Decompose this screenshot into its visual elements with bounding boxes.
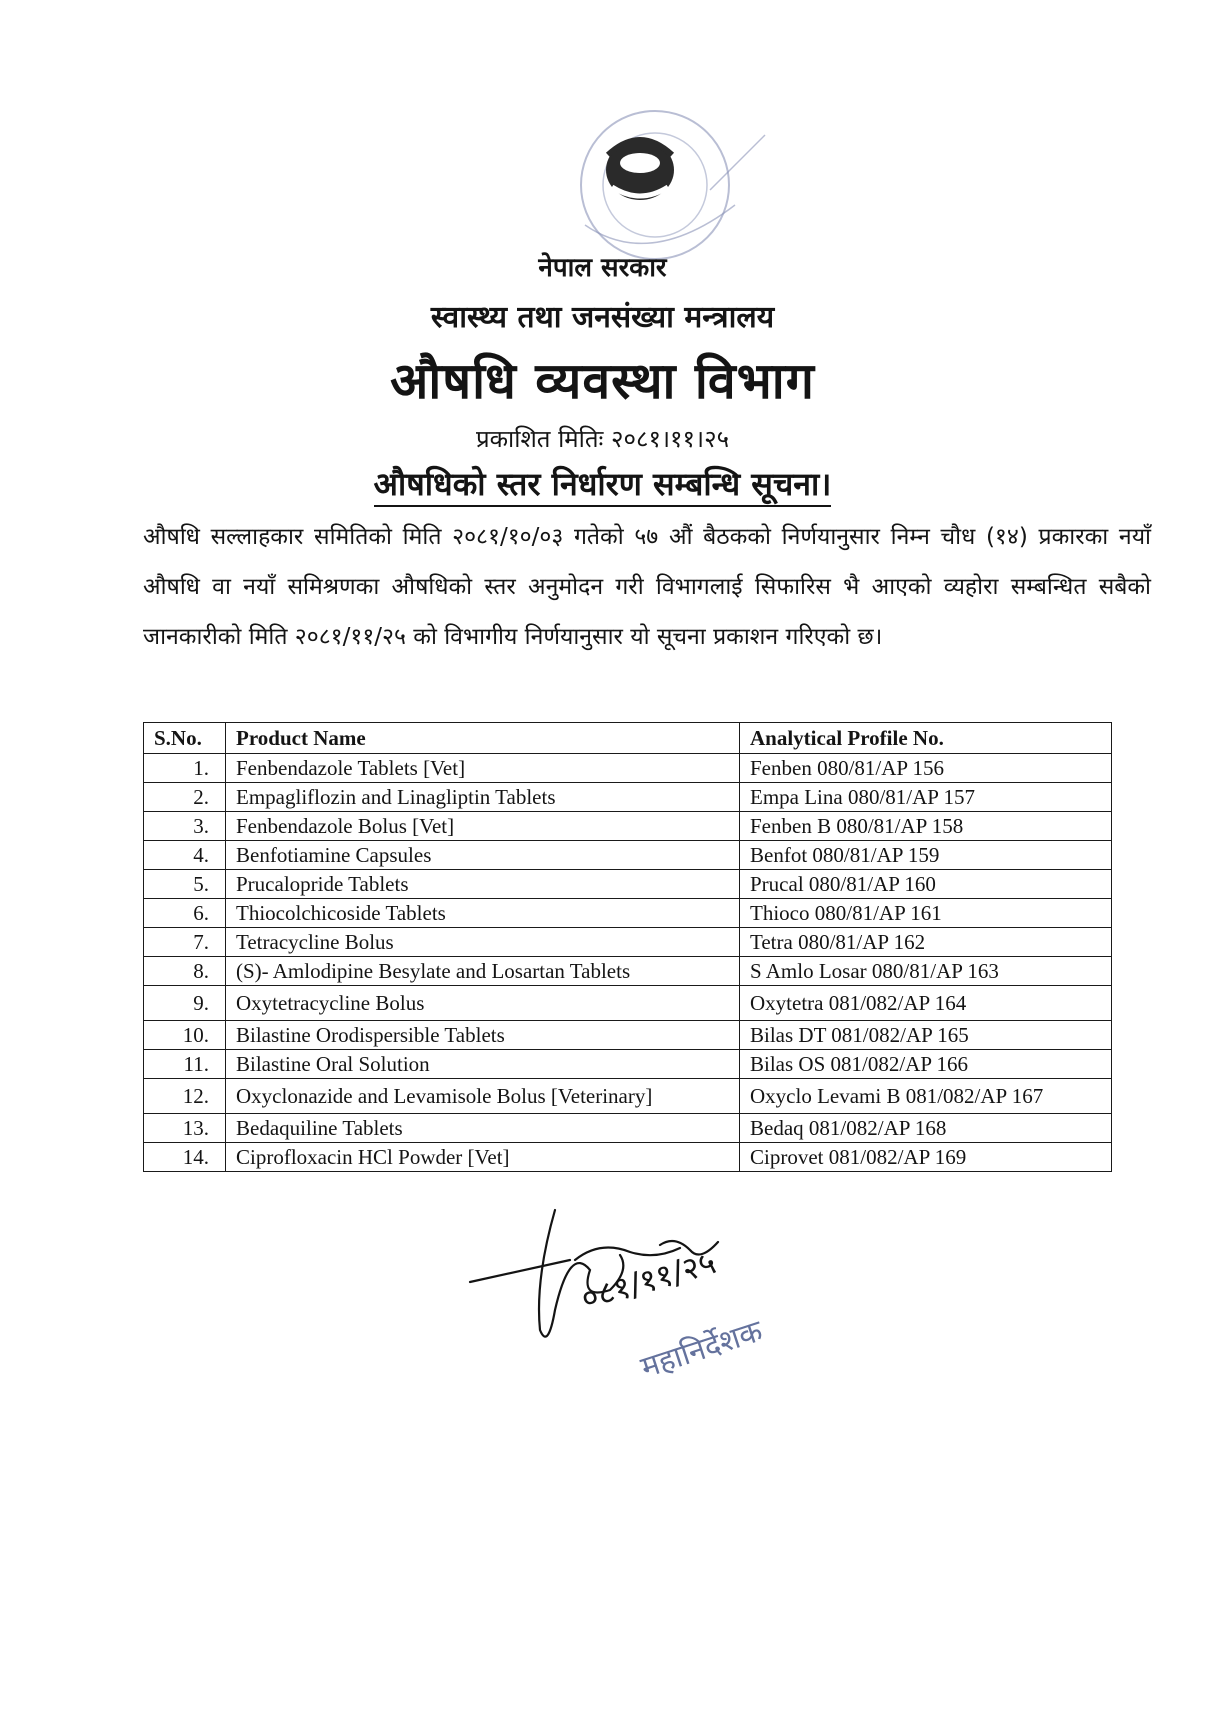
table-header-row <box>144 723 1112 754</box>
cell-product: Benfotiamine Capsules <box>226 841 740 870</box>
table-row <box>144 754 1112 783</box>
cell-sno: 13. <box>144 1114 226 1143</box>
department-name: औषधि व्यवस्था विभाग <box>390 352 815 410</box>
government-name: नेपाल सरकार <box>538 253 667 283</box>
cell-product: Prucalopride Tablets <box>226 870 740 899</box>
table-row <box>144 783 1112 812</box>
cell-sno: 9. <box>144 986 226 1021</box>
signature-block <box>460 1200 820 1400</box>
cell-profile: Benfot 080/81/AP 159 <box>740 841 1112 870</box>
cell-sno: 14. <box>144 1143 226 1172</box>
cell-product: Fenbendazole Bolus [Vet] <box>226 812 740 841</box>
table-row <box>144 899 1112 928</box>
cell-profile: Tetra 080/81/AP 162 <box>740 928 1112 957</box>
column-header-product: Product Name <box>226 723 740 754</box>
table-row <box>144 1050 1112 1079</box>
cell-product: Thiocolchicoside Tablets <box>226 899 740 928</box>
cell-profile: Empa Lina 080/81/AP 157 <box>740 783 1112 812</box>
table-row <box>144 1021 1112 1050</box>
cell-sno: 8. <box>144 957 226 986</box>
cell-sno: 4. <box>144 841 226 870</box>
notice-body: औषधि सल्लाहकार समितिको मिति २०८१/१०/०३ गतेको ५७ औं बैठकको निर्णयानुसार निम्न चौध (१४) प्रकारका नयाँ औषधि वा नयाँ समिश्रणका औषधिको स्तर अनुमोदन गरी विभागलाई सिफारिस भै आएको व्यहोरा सम्बन्धित सबैको जानकारीको मिति २०८१/११/२५ को विभागीय निर्णयानुसार यो सूचना प्रकाशन गरिएको छ। <box>143 524 1151 650</box>
cell-product: Oxytetracycline Bolus <box>226 986 740 1021</box>
cell-sno: 6. <box>144 899 226 928</box>
published-date: प्रकाशित मितिः २०८१।११।२५ <box>475 425 730 453</box>
cell-sno: 3. <box>144 812 226 841</box>
cell-product: Fenbendazole Tablets [Vet] <box>226 754 740 783</box>
table-row <box>144 986 1112 1021</box>
cell-profile: Oxytetra 081/082/AP 164 <box>740 986 1112 1021</box>
cell-product: Bilastine Oral Solution <box>226 1050 740 1079</box>
cell-sno: 1. <box>144 754 226 783</box>
cell-profile: Thioco 080/81/AP 161 <box>740 899 1112 928</box>
signature-date: ०८१/११/२५ <box>576 1243 720 1318</box>
table-row <box>144 1114 1112 1143</box>
cell-profile: Bilas OS 081/082/AP 166 <box>740 1050 1112 1079</box>
cell-sno: 10. <box>144 1021 226 1050</box>
cell-product: Bilastine Orodispersible Tablets <box>226 1021 740 1050</box>
cell-product: Tetracycline Bolus <box>226 928 740 957</box>
products-table <box>143 722 1112 1172</box>
cell-profile: Ciprovet 081/082/AP 169 <box>740 1143 1112 1172</box>
notice-subject-text: औषधिको स्तर निर्धारण सम्बन्धि सूचना। <box>374 465 832 507</box>
cell-product: Oxyclonazide and Levamisole Bolus [Veterinary] <box>226 1079 740 1114</box>
table-row <box>144 870 1112 899</box>
table-row <box>144 957 1112 986</box>
table-row <box>144 1143 1112 1172</box>
table-row <box>144 812 1112 841</box>
column-header-profile: Analytical Profile No. <box>740 723 1112 754</box>
table-row <box>144 1079 1112 1114</box>
cell-sno: 5. <box>144 870 226 899</box>
cell-profile: S Amlo Losar 080/81/AP 163 <box>740 957 1112 986</box>
cell-product: Ciprofloxacin HCl Powder [Vet] <box>226 1143 740 1172</box>
table-row <box>144 928 1112 957</box>
cell-product: (S)- Amlodipine Besylate and Losartan Tablets <box>226 957 740 986</box>
column-header-sno: S.No. <box>144 723 226 754</box>
cell-sno: 11. <box>144 1050 226 1079</box>
cell-sno: 2. <box>144 783 226 812</box>
cell-profile: Bedaq 081/082/AP 168 <box>740 1114 1112 1143</box>
table-row <box>144 841 1112 870</box>
stamp-title: महानिर्देशक <box>636 1313 767 1386</box>
cell-product: Empagliflozin and Linagliptin Tablets <box>226 783 740 812</box>
cell-profile: Fenben 080/81/AP 156 <box>740 754 1112 783</box>
cell-profile: Prucal 080/81/AP 160 <box>740 870 1112 899</box>
ministry-name: स्वास्थ्य तथा जनसंख्या मन्त्रालय <box>430 300 775 335</box>
cell-profile: Bilas DT 081/082/AP 165 <box>740 1021 1112 1050</box>
notice-subject <box>0 462 1205 505</box>
cell-sno: 7. <box>144 928 226 957</box>
cell-profile: Fenben B 080/81/AP 158 <box>740 812 1112 841</box>
cell-profile: Oxyclo Levami B 081/082/AP 167 <box>740 1079 1112 1114</box>
cell-product: Bedaquiline Tablets <box>226 1114 740 1143</box>
cell-sno: 12. <box>144 1079 226 1114</box>
